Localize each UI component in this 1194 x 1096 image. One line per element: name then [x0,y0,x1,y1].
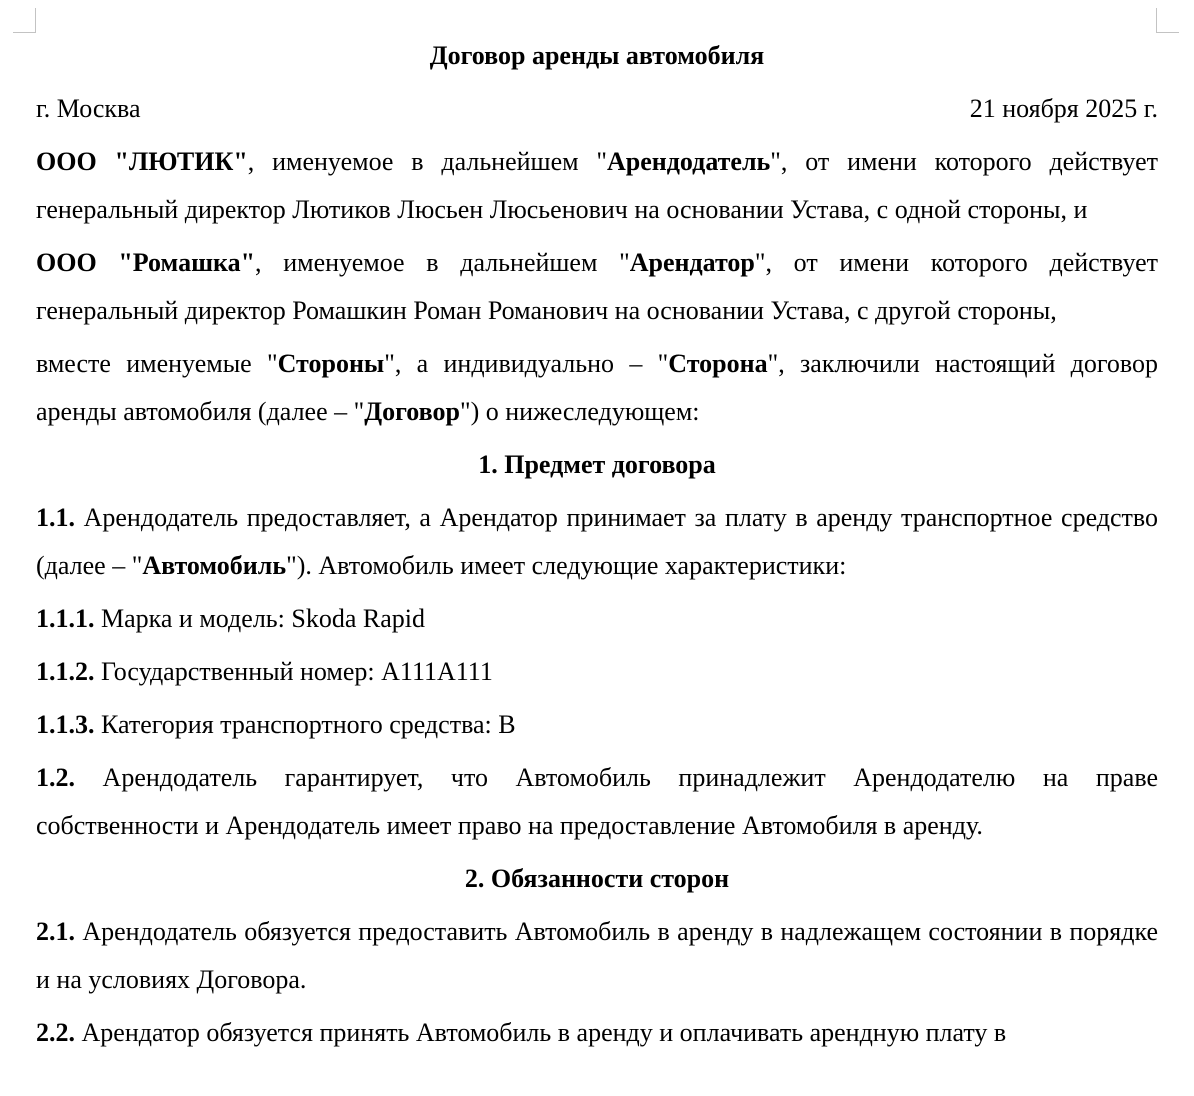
clause-1-1-3-paragraph [36,701,1158,749]
clause-2-2-paragraph [36,1009,1158,1057]
document-title: Договор аренды автомобиля [429,41,765,70]
preamble-parties-paragraph [36,340,1158,436]
text-run: Арендодатель предоставляет, а Арендатор принимает за плату в аренду транспортное средство (далее – " [36,503,1158,580]
clause-number: 1.1.1. [36,604,95,633]
clause-number: 1.1.2. [36,657,95,686]
text-run: , именуемое в дальнейшем " [255,248,630,277]
text-run: ", от имени которого действует генеральный директор Лютиков Люсьен Люсьенович на основании Устава, с одной стороны, и [36,147,1158,224]
text-run: вместе именуемые " [36,349,278,378]
lessor-role-term: Арендодатель [607,147,771,176]
clause-number: 1.2. [36,763,75,792]
contract-term: Договор [364,397,460,426]
clause-1-2-paragraph [36,754,1158,850]
text-run: ", а индивидуально – " [384,349,669,378]
parties-term: Стороны [277,349,385,378]
clause-number: 2.2. [36,1018,75,1047]
text-run: ") о нижеследующем: [459,397,700,426]
party-term: Сторона [668,349,768,378]
text-run: ", заключили настоящий договор аренды автомобиля (далее – " [36,349,1159,426]
clause-2-1-paragraph [36,908,1158,1004]
lessee-name: ООО "Ромашка" [36,248,256,277]
text-run: "). Автомобиль имеет следующие характеристики: [286,551,847,580]
vehicle-term: Автомобиль [142,551,287,580]
clause-1-1-paragraph [36,494,1158,590]
section-2-heading: 2. Обязанности сторон [464,864,730,893]
text-run: Арендатор обязуется принять Автомобиль в аренду и оплачивать арендную плату в [75,1018,1007,1047]
section-1-heading: 1. Предмет договора [478,450,716,479]
lessor-name: ООО "ЛЮТИК" [36,147,248,176]
text-run: Арендодатель обязуется предоставить Автомобиль в аренду в надлежащем состоянии в порядке и на условиях Договора. [36,917,1158,994]
date-text: 21 ноября 2025 г. [969,94,1158,123]
clause-1-1-1-paragraph [36,595,1158,643]
text-run: , именуемое в дальнейшем " [247,147,607,176]
lessee-role-term: Арендатор [629,248,755,277]
clause-number: 1.1. [36,503,75,532]
text-run: Категория транспортного средства: В [94,710,516,739]
place-text: г. Москва [36,94,141,123]
clause-number: 2.1. [36,917,75,946]
text-run: Государственный номер: А111А111 [94,657,493,686]
text-run: Арендодатель гарантирует, что Автомобиль принадлежит Арендодателю на праве собственности и Арендодатель имеет право на предоставление Автомобиля в аренду. [36,763,1158,840]
clause-number: 1.1.3. [36,710,95,739]
preamble-lessor-paragraph [36,138,1158,234]
text-run: Марка и модель: Skoda Rapid [94,604,425,633]
preamble-lessee-paragraph [36,239,1158,335]
text-run: ", от имени которого действует генеральный директор Ромашкин Роман Романович на основании Устава, с другой стороны, [36,248,1159,325]
clause-1-1-2-paragraph [36,648,1158,696]
place-date-row [36,85,1158,133]
